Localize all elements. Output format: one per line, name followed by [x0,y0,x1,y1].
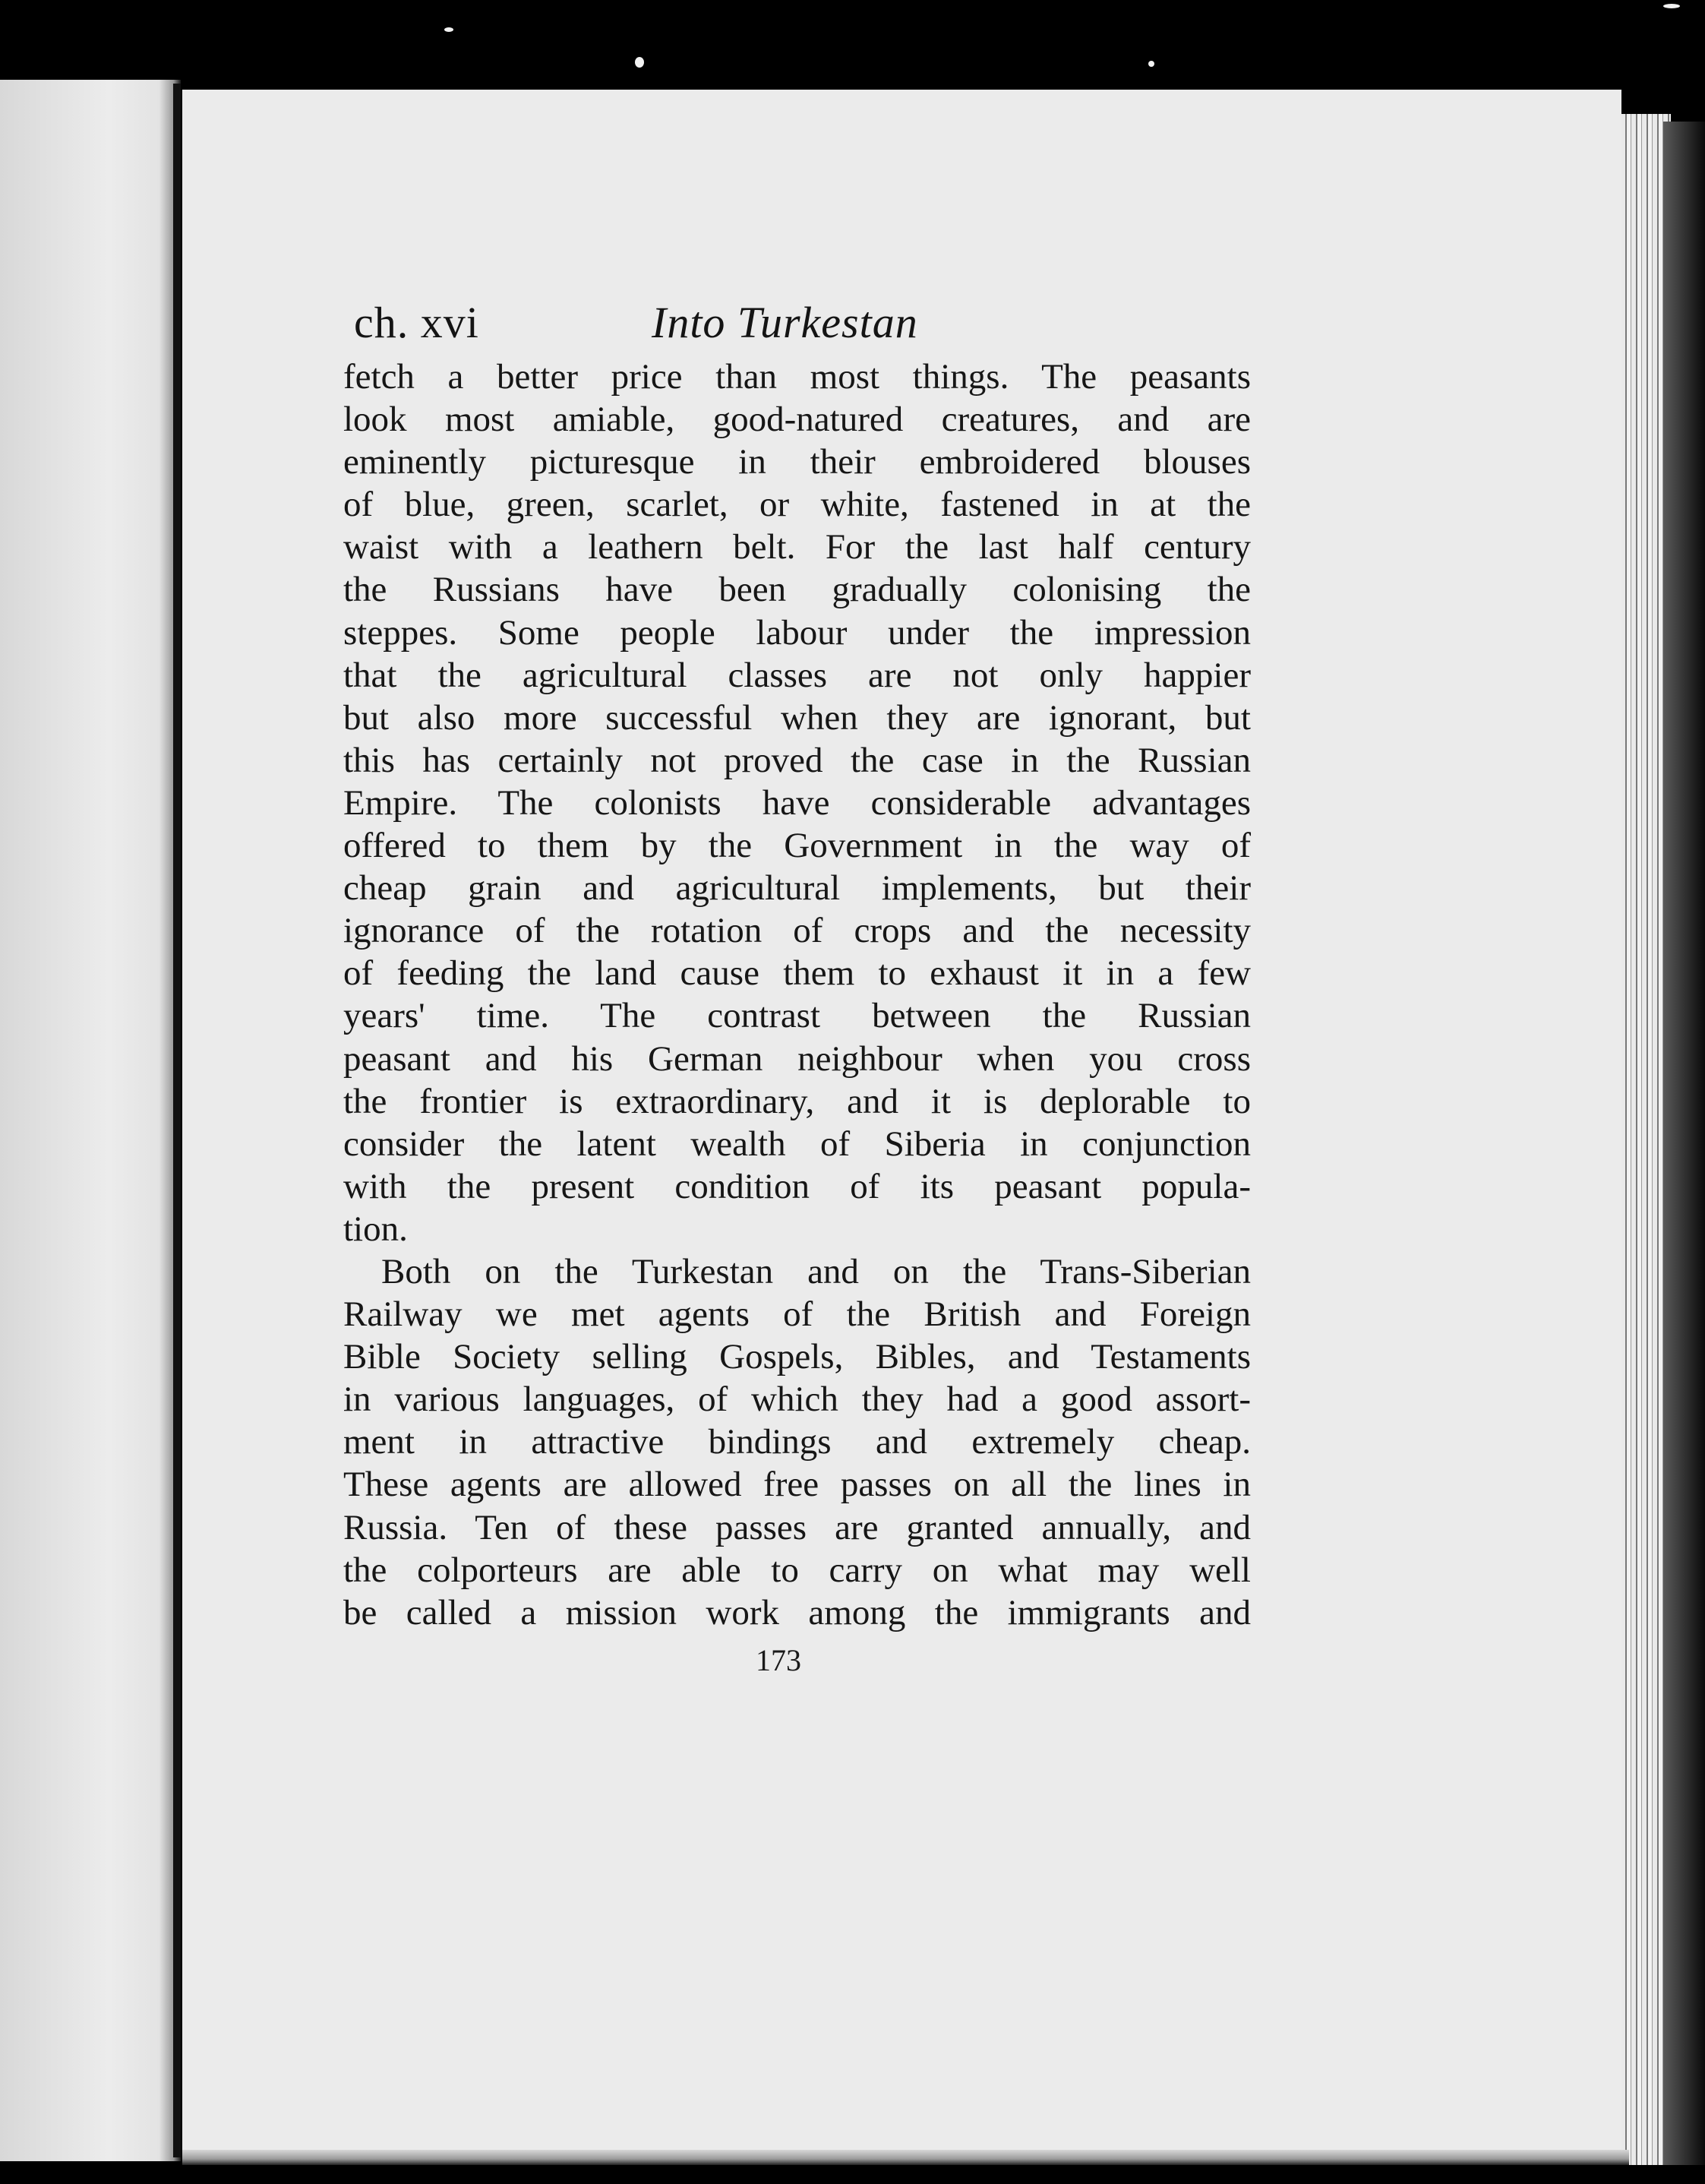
text-line: the frontier is extraordinary, and it is deplorable to [343,1081,1251,1121]
text-line: waist with a leathern belt. For the last half century [343,527,1251,567]
scan-speck [444,27,453,32]
page-number: 173 [756,1643,801,1677]
book-spine-shadow [173,84,181,2157]
left-page-edge [0,80,181,2161]
text-line: steppes. Some people labour under the impression [343,612,1251,653]
text-line: Empire. The colonists have considerable advantages [343,782,1251,823]
text-line: peasant and his German neighbour when you cross [343,1038,1251,1079]
text-line: offered to them by the Government in the way of [343,826,1251,866]
text-line: Russia. Ten of these passes are granted annually, and [343,1507,1251,1547]
paragraph [343,1250,1251,1634]
text-line: of blue, green, scarlet, or white, fastened in at the [343,485,1251,525]
scan-speck [1663,4,1680,8]
text-line: look most amiable, good-natured creatures, and are [343,400,1251,440]
running-head [354,296,961,349]
page-stack-shadow [1663,122,1705,2165]
text-line: the colporteurs are able to carry on what may well [343,1550,1251,1590]
text-line: that the agricultural classes are not only happier [343,655,1251,695]
text-line: ignorance of the rotation of crops and the necessity [343,911,1251,951]
text-line: the Russians have been gradually colonising the [343,570,1251,610]
text-line: fetch a better price than most things. The peasants [343,357,1251,397]
scan-speck [1148,61,1154,67]
text-line: with the present condition of its peasant popula- [343,1166,1251,1206]
text-line: in various languages, of which they had a good assort- [343,1380,1251,1420]
text-line: Bible Society selling Gospels, Bibles, and Testaments [343,1337,1251,1377]
text-line: consider the latent wealth of Siberia in conjunction [343,1124,1251,1164]
text-line: but also more successful when they are ignorant, but [343,697,1251,738]
text-line: tion. [343,1209,408,1249]
scan-speck [635,57,644,68]
paragraph [343,356,1251,1250]
text-line: cheap grain and agricultural implements, but their [343,868,1251,909]
text-line: ment in attractive bindings and extremely cheap. [343,1422,1251,1462]
text-line: Railway we met agents of the British and Foreign [343,1294,1251,1335]
body-text [343,356,1251,1634]
text-line: this has certainly not proved the case in the Russian [343,740,1251,780]
text-line: years' time. The contrast between the Russian [343,996,1251,1036]
text-line: be called a mission work among the immigrants and [343,1592,1251,1632]
text-line: Both on the Turkestan and on the Trans-Siberian [381,1251,1251,1291]
chapter-label: ch. xvi [354,298,479,347]
text-line: eminently picturesque in their embroidered blouses [343,442,1251,482]
text-line: of feeding the land cause them to exhaust it in a few [343,953,1251,994]
page-bottom-edge [182,2150,1629,2165]
text-line: These agents are allowed free passes on all the lines in [343,1465,1251,1505]
running-title: Into Turkestan [652,298,918,347]
